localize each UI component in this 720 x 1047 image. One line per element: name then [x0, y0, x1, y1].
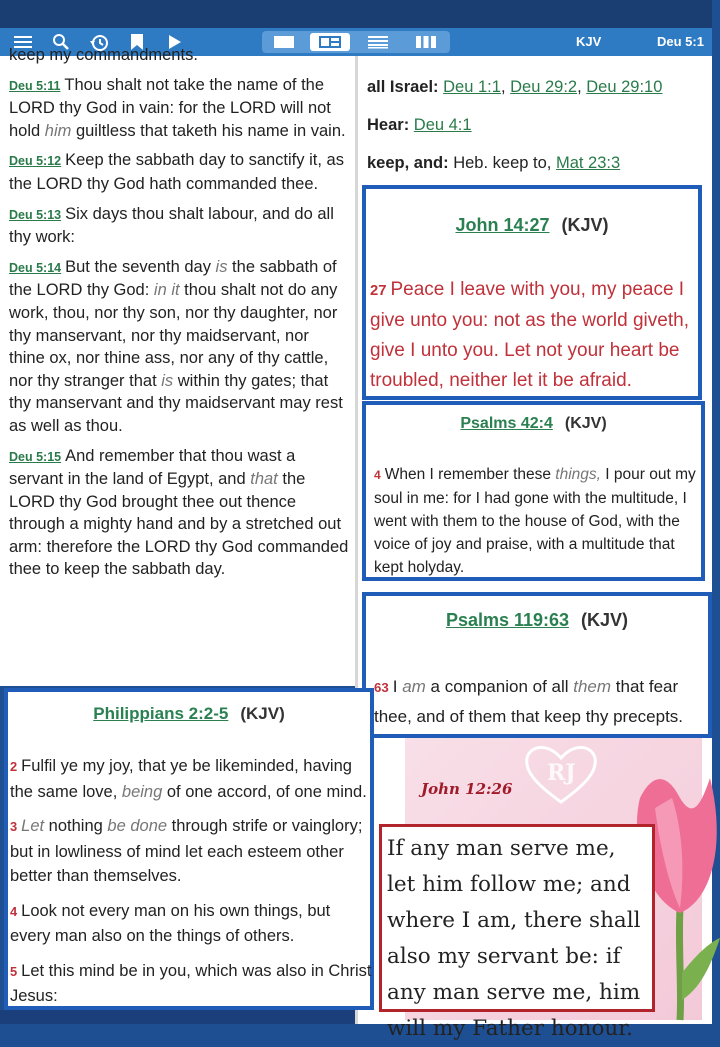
verse-card-philippians-2-2-5: Philippians 2:2-5 (KJV) 2 Fulfil ye my joy, that ye be likeminded, having the same love, being of one accord, of one mind. 3 Let nothing be done through strife or vainglory; but in lowliness of mind let each esteem other better than themselves. 4 Look not every man on his own things, but every man also on the things of others. 5 Let this mind be in you, which was also in Christ Jesus:: [4, 688, 374, 1010]
heart-logo-text: RJ: [547, 760, 576, 786]
verse-ref[interactable]: Deu 5:14: [9, 260, 62, 275]
cross-ref-link[interactable]: Deu 29:10: [586, 78, 663, 96]
verse-ref[interactable]: Deu 5:12: [9, 154, 62, 169]
cross-ref-link[interactable]: Deu 1:1: [443, 78, 501, 96]
verse-image-john-12-26: [387, 738, 702, 1041]
bible-text-pane[interactable]: [0, 46, 355, 686]
verse-card-psalms-42-4: Psalms 42:4 (KJV) 4 When I remember these things, I pour out my soul in me: for I had gone with the multitude, I went with them to the house of God, with the voice of joy and praise, with a multitude that kept holyday.: [362, 401, 705, 581]
verse-deu-5-12: Deu 5:12 Keep the sabbath day to sanctify it, as the LORD thy God hath commanded thee.: [9, 151, 344, 193]
bottom-edge: [0, 1010, 355, 1024]
verse-ref[interactable]: Deu 5:15: [9, 449, 62, 464]
verse-card-john-14-27: John 14:27 (KJV) 27 Peace I leave with you, my peace I give unto you: not as the world giveth, give I unto you. Let not your heart be troubled, neither let it be afraid.: [362, 185, 702, 400]
verse-deu-5-11: Deu 5:11 Thou shalt not take the name of the LORD thy God in vain: for the LORD will not hold him guiltless that taketh his name in vain.: [9, 75, 346, 140]
note-hear: Hear: Deu 4:1: [367, 116, 472, 134]
verse-card-psalms-119-63: Psalms 119:63 (KJV) 63 I am a companion of all them that fear thee, and of them that keep thy precepts.: [362, 592, 712, 738]
verse-deu-5-15: Deu 5:15 And remember that thou wast a servant in the land of Egypt, and that the LORD thy God brought thee out thence through a mighty hand and by a stretched out arm: therefore the LORD thy God commanded thee to keep the sabbath day.: [9, 446, 349, 579]
verse-partial: keep my commandments.: [9, 46, 198, 64]
verse-ref[interactable]: Deu 5:13: [9, 207, 62, 222]
version-button[interactable]: KJV: [576, 34, 602, 49]
verse-ref: John 12:26: [421, 780, 513, 798]
verse-deu-5-14: Deu 5:14 But the seventh day is the sabbath of the LORD thy God: in it thou shalt not do any work, thou, nor thy son, nor thy daughter, nor thy manservant, nor thy maidservant, nor thine ox, nor thine ass, nor any of thy cattle, nor thy stranger that is within thy gates; that thy manservant and thy maidservant may rest as well as thou.: [9, 257, 343, 435]
verse-deu-5-13: Deu 5:13 Six days thou shalt labour, and do all thy work:: [9, 204, 334, 247]
location-button[interactable]: Deu 5:1: [657, 34, 704, 49]
note-keep-and: keep, and: Heb. keep to, Mat 23:3: [367, 154, 621, 172]
columns-view-icon[interactable]: [406, 33, 446, 51]
verse-ref[interactable]: Deu 5:11: [9, 78, 61, 93]
cross-ref-link[interactable]: Deu 4:1: [413, 116, 472, 134]
status-bar: [0, 0, 712, 28]
list-view-icon[interactable]: [358, 33, 398, 51]
verse-quote: If any man serve me, let him follow me; and where I am, there shall also my servant be: if any man serve me, him will my Father honour.: [379, 824, 655, 1012]
cross-ref-link[interactable]: Mat 23:3: [555, 154, 621, 172]
cross-ref-link[interactable]: Deu 29:2: [510, 78, 578, 96]
note-all-israel: all Israel: Deu 1:1, Deu 29:2, Deu 29:10: [367, 78, 663, 96]
